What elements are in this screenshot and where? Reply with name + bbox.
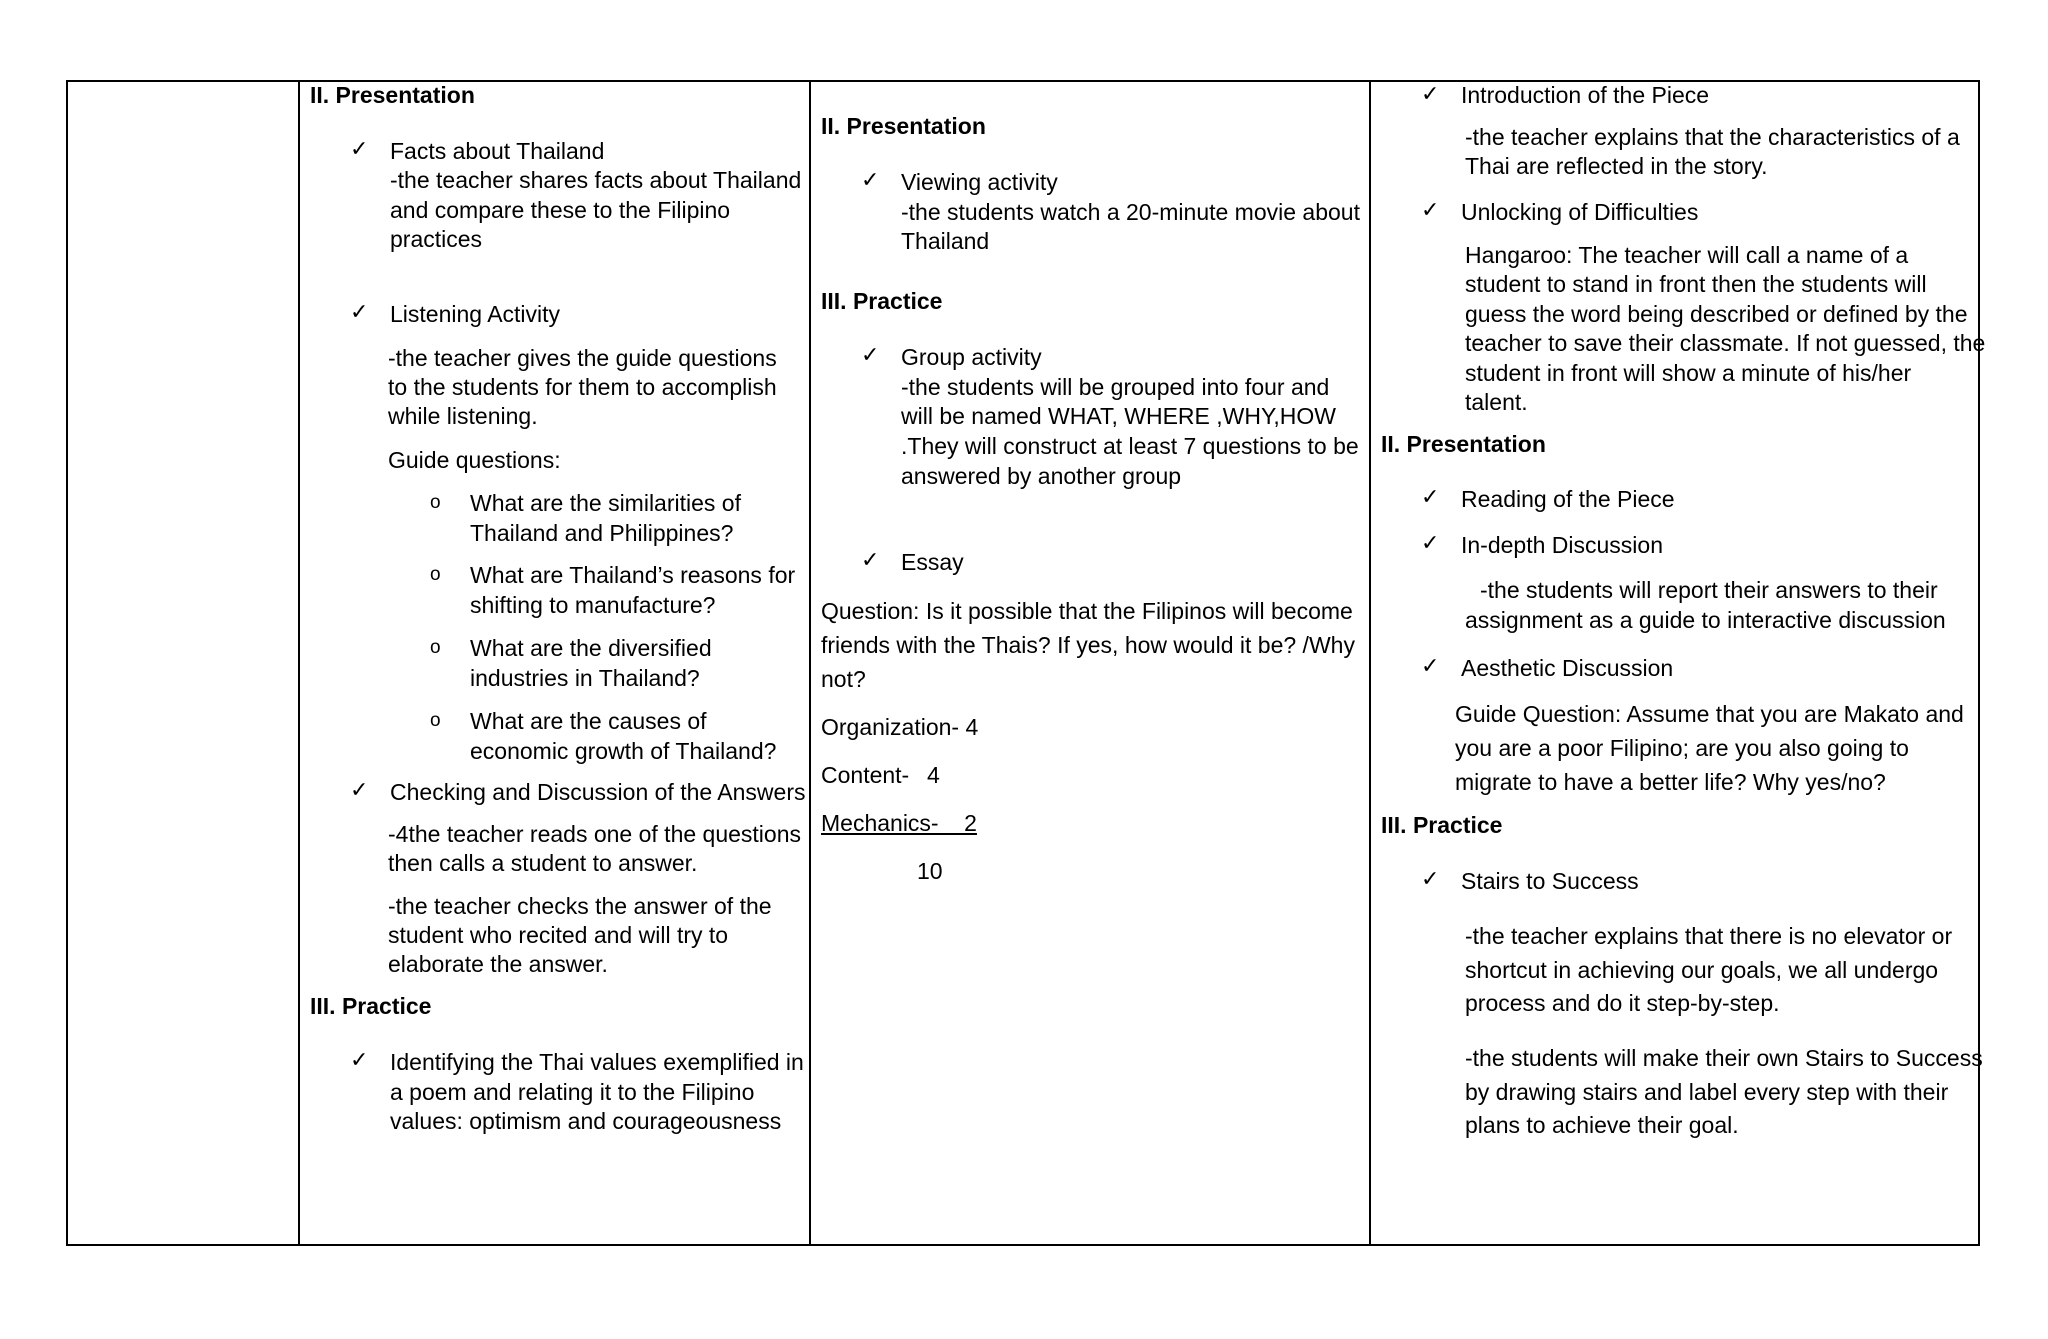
- text-line: migrate to have a better life? Why yes/no?: [1455, 769, 1886, 795]
- text-line: talent.: [1465, 389, 1528, 415]
- text-line: to the students for them to accomplish: [388, 374, 777, 400]
- question-line: What are the similarities of: [470, 490, 741, 516]
- activity-title: Facts about Thailand: [390, 138, 605, 164]
- question-line: economic growth of Thailand?: [470, 738, 777, 764]
- text-line: practices: [390, 226, 483, 252]
- checkmark-icon: ✓: [1421, 530, 1440, 555]
- rubric-organization: Organization- 4: [821, 714, 979, 740]
- text-line: a poem and relating it to the Filipino: [390, 1079, 755, 1105]
- text-line: student who recited and will try to: [388, 922, 729, 948]
- text-line: Guide Question: Assume that you are Makato and: [1455, 701, 1964, 727]
- text-line: shortcut in achieving our goals, we all undergo: [1465, 957, 1939, 983]
- question-line: shifting to manufacture?: [470, 592, 716, 618]
- text-line: -the teacher gives the guide questions: [388, 345, 777, 371]
- text-line: Hangaroo: The teacher will call a name of a: [1465, 242, 1909, 268]
- activity-title: Viewing activity: [901, 169, 1058, 195]
- text-line: teacher to save their classmate. If not guessed, the: [1465, 330, 1986, 356]
- lesson-plan-table: [66, 80, 1986, 1246]
- checkmark-icon: ✓: [1421, 197, 1440, 222]
- text-line: guess the word being described or defined by the: [1465, 301, 1968, 327]
- section-heading: III. Practice: [1381, 812, 1503, 838]
- text-line: answered by another group: [901, 463, 1182, 489]
- text-line: and compare these to the Filipino: [390, 197, 731, 223]
- text-line: then calls a student to answer.: [388, 850, 698, 876]
- empty-first-column: [68, 82, 298, 1244]
- text-line: student to stand in front then the students will: [1465, 271, 1927, 297]
- section-heading: III. Practice: [821, 288, 943, 314]
- text-line: not?: [821, 666, 866, 692]
- question-line: Thailand and Philippines?: [470, 520, 734, 546]
- text-line: Thailand: [901, 228, 990, 254]
- section-heading: II. Presentation: [1381, 431, 1546, 457]
- question-line: industries in Thailand?: [470, 665, 700, 691]
- checkmark-icon: ✓: [1421, 484, 1440, 509]
- guide-label: Guide questions:: [388, 447, 561, 473]
- checkmark-icon: ✓: [350, 777, 369, 802]
- checkmark-icon: ✓: [350, 299, 369, 324]
- bullet-icon: o: [430, 492, 441, 513]
- rubric-mechanics: Mechanics- 2: [821, 810, 977, 836]
- text-line: Thai are reflected in the story.: [1465, 153, 1768, 179]
- question-line: What are Thailand’s reasons for: [470, 562, 796, 588]
- activity-title: Listening Activity: [390, 301, 561, 327]
- activity-title: Aesthetic Discussion: [1461, 655, 1674, 681]
- bullet-icon: o: [430, 710, 441, 731]
- section-heading: III. Practice: [310, 993, 432, 1019]
- activity-title: Reading of the Piece: [1461, 486, 1675, 512]
- text-line: -the students will be grouped into four and: [901, 374, 1330, 400]
- text-line: values: optimism and courageousness: [390, 1108, 782, 1134]
- bullet-icon: o: [430, 637, 441, 658]
- text-line: friends with the Thais? If yes, how would it be? /Why: [821, 632, 1355, 658]
- activity-title: Introduction of the Piece: [1461, 82, 1710, 108]
- activity-title: Unlocking of Difficulties: [1461, 199, 1699, 225]
- text-line: you are a poor Filipino; are you also going to: [1455, 735, 1909, 761]
- checkmark-icon: ✓: [1421, 866, 1440, 891]
- column-presentation-thailand: [300, 82, 809, 1244]
- text-line: -4the teacher reads one of the questions: [388, 821, 802, 847]
- text-line: by drawing stairs and label every step with their: [1465, 1079, 1949, 1105]
- text-line: -the teacher shares facts about Thailand: [390, 167, 802, 193]
- checkmark-icon: ✓: [861, 547, 880, 572]
- checkmark-icon: ✓: [1421, 653, 1440, 678]
- rubric-content-value: 4: [927, 762, 940, 788]
- rubric-content-label: Content-: [821, 762, 910, 788]
- text-line: while listening.: [388, 403, 538, 429]
- checkmark-icon: ✓: [350, 1047, 369, 1072]
- activity-title: Group activity: [901, 344, 1042, 370]
- rubric-total: 10: [917, 858, 943, 884]
- text-line: will be named WHAT, WHERE ,WHY,HOW: [901, 403, 1336, 429]
- text-line: assignment as a guide to interactive discussion: [1465, 607, 1946, 633]
- activity-title: Checking and Discussion of the Answers: [390, 779, 806, 805]
- column-literature-lesson: [1371, 81, 1986, 1244]
- text-line: .They will construct at least 7 questions to be: [901, 433, 1359, 459]
- text-line: student in front will show a minute of his/her: [1465, 360, 1912, 386]
- text-line: -the teacher explains that the characteristics of a: [1465, 124, 1960, 150]
- checkmark-icon: ✓: [350, 136, 369, 161]
- text-line: -the students watch a 20-minute movie about: [901, 199, 1360, 225]
- text-line: -the students will report their answers to their: [1480, 577, 1938, 603]
- text-line: process and do it step-by-step.: [1465, 990, 1780, 1016]
- text-line: -the teacher checks the answer of the: [388, 893, 772, 919]
- question-line: What are the causes of: [470, 708, 707, 734]
- section-heading: II. Presentation: [821, 113, 986, 139]
- text-line: Identifying the Thai values exemplified in: [390, 1049, 804, 1075]
- text-line: -the students will make their own Stairs to Success: [1465, 1045, 1983, 1071]
- activity-title: Stairs to Success: [1461, 868, 1639, 894]
- bullet-icon: o: [430, 564, 441, 585]
- column-viewing-essay: [811, 82, 1369, 1244]
- text-line: plans to achieve their goal.: [1465, 1112, 1739, 1138]
- activity-title: In-depth Discussion: [1461, 532, 1663, 558]
- question-line: What are the diversified: [470, 635, 712, 661]
- text-line: Question: Is it possible that the Filipinos will become: [821, 598, 1353, 624]
- checkmark-icon: ✓: [861, 167, 880, 192]
- text-line: -the teacher explains that there is no elevator or: [1465, 923, 1953, 949]
- checkmark-icon: ✓: [1421, 81, 1440, 106]
- checkmark-icon: ✓: [861, 342, 880, 367]
- activity-title: Essay: [901, 549, 964, 575]
- section-heading: II. Presentation: [310, 82, 475, 108]
- text-line: elaborate the answer.: [388, 951, 608, 977]
